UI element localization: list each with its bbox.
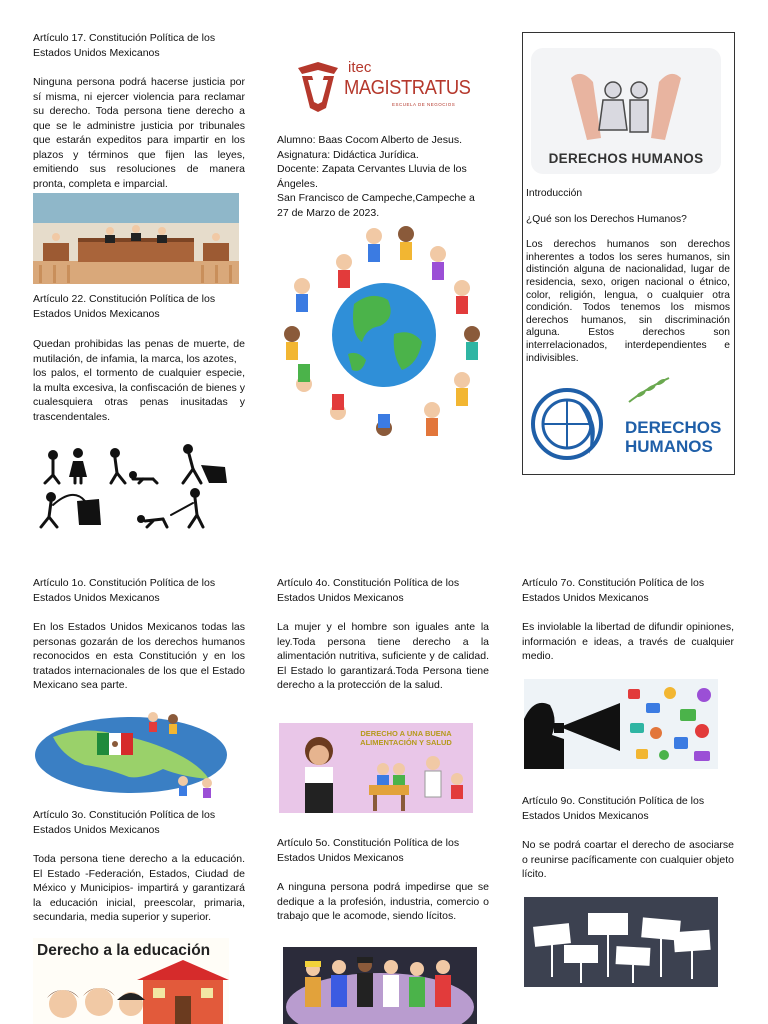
student-info: Alumno: Baas Cocom Alberto de Jesus. Asignatura: Didáctica Jurídica. Docente: Zapata Cervantes Lluvia de los Ángeles. San Francisco de Campeche,Campeche a 27 de Marzo de 2023.: [277, 134, 475, 219]
megaphone-expression-image: [524, 679, 718, 769]
nutrition-health-image: [279, 723, 473, 813]
itec-magistratus-logo: [296, 59, 471, 116]
logo-itec-text: itec: [348, 59, 372, 76]
art1-heading: Artículo 1o. Constitución Política de los Estados Unidos Mexicanos: [33, 577, 216, 604]
un-emblem-icon: [529, 382, 613, 466]
art4-heading: Artículo 4o. Constitución Política de los Estados Unidos Mexicanos: [277, 577, 460, 604]
art3-heading: Artículo 3o. Constitución Política de los Estados Unidos Mexicanos: [33, 809, 216, 836]
art17-heading: Artículo 17. Constitución Política de los Estados Unidos Mexicanos: [33, 32, 216, 59]
logo-subtitle: ESCUELA DE NEGOCIOS: [392, 102, 456, 107]
magistratus-emblem-icon: [296, 62, 340, 112]
art9-body: No se podrá coartar el derecho de asociarse o reunirse pacíficamente con cualquier objeto lícito.: [522, 839, 734, 880]
olive-branch-icon: [627, 374, 671, 404]
art22-body: Quedan prohibidas las penas de muerte, de mutilación, de infamia, la marca, los azotes, los palos, el tormento de cualquier especie, la multa excesiva, la confiscación de bienes y cualesquiera otras penas inusitadas y trascendentales.: [33, 338, 245, 423]
un-human-rights-logo: [529, 374, 729, 466]
art3-body: Toda persona tiene derecho a la educación. El Estado -Federación, Estados, Ciudad de México y Municipios- impartirá y garantizará la educación inicial, preescolar, primaria, secundaria, media superior y superior.: [33, 853, 245, 923]
protest-signs-image: [524, 897, 718, 987]
edu-banner-text: Derecho a la educación: [37, 942, 211, 959]
art22-heading: Artículo 22. Constitución Política de los Estados Unidos Mexicanos: [33, 293, 216, 320]
logo2-line2: HUMANOS: [625, 437, 713, 456]
school-children-icon: [33, 960, 229, 1024]
art9-heading: Artículo 9o. Constitución Política de los Estados Unidos Mexicanos: [522, 795, 705, 822]
courtroom-image: [33, 193, 239, 284]
education-image: [33, 938, 229, 1024]
intro-definition: Los derechos humanos son derechos inherentes a todos los seres humanos, sin distinción alguna de nacionalidad, lugar de residencia, sexo, origen nacional o étnico, color, religión, lengua, o cualquier otra condición. Todos tenemos los mismos derechos humanos, sin discriminación alguna. Estos derechos son interrelacionados, interdependientes e indivisibles.: [526, 239, 730, 364]
art17-body: Ninguna persona podrá hacerse justicia por sí misma, ni ejercer violencia para reclamar su derecho. Toda persona tiene derecho a que se le administre justicia por tribunales que estarán expeditos para impartir en los plazos y términos que fijen las leyes, emitiendo sus resoluciones de manera pronta, completa e imparcial.: [33, 76, 245, 190]
art5-heading: Artículo 5o. Constitución Política de los Estados Unidos Mexicanos: [277, 837, 460, 864]
art1-body: En los Estados Unidos Mexicanos todas las personas gozarán de los derechos humanos reconocidos en esta Constitución y en los tratados internacionales de los que el Estado Mexicano sea parte.: [33, 621, 245, 691]
mexico-map-children-image: [33, 707, 229, 803]
art7-body: Es inviolable la libertad de difundir opiniones, información e ideas, a través de cualquier medio.: [522, 621, 734, 662]
intro-label: Introducción: [526, 188, 583, 199]
teacher-kids-food-icon: [279, 723, 473, 813]
art7-heading: Artículo 7o. Constitución Política de los Estados Unidos Mexicanos: [522, 577, 705, 604]
banner-title: DERECHOS HUMANOS: [548, 151, 704, 166]
food-banner-text: DERECHO A UNA BUENA ALIMENTACIÓN Y SALUD: [360, 729, 452, 747]
children-around-globe-image: [276, 224, 492, 446]
professions-image: [283, 947, 477, 1024]
art5-body: A ninguna persona podrá impedirse que se dedique a la profesión, industria, comercio o trabajo que le acomode, siendo lícitos.: [277, 881, 489, 922]
punishment-pictograms: [33, 441, 233, 529]
logo2-line1: DERECHOS: [625, 418, 722, 437]
art4-body: La mujer y el hombre son iguales ante la ley.Toda persona tiene derecho a la alimentación nutritiva, suficiente y de calidad. El Estado lo garantizará.Toda Persona tiene derecho a la protección de la salud.: [277, 621, 489, 691]
intro-question: ¿Qué son los Derechos Humanos?: [526, 213, 687, 225]
logo-magistratus-text: MAGISTRATUS: [344, 77, 471, 99]
derechos-humanos-banner: [531, 48, 721, 174]
